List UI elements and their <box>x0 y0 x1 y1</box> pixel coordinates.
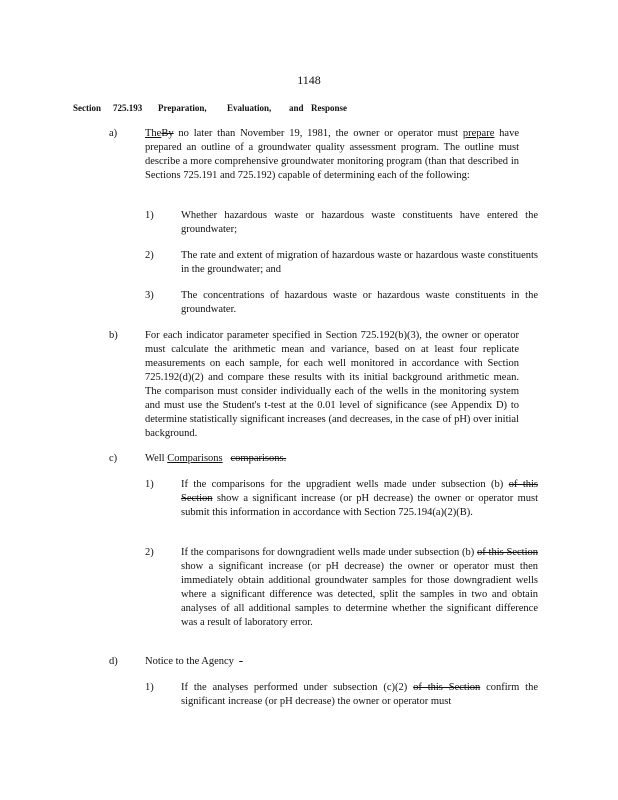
paragraph-text: The concentrations of hazardous waste or hazardous waste constituents in the groundwater. <box>181 290 538 315</box>
heading-title-word: Evaluation, <box>227 102 272 114</box>
body-text: If the comparisons for downgradient wells made under subsection (b) <box>181 547 478 558</box>
body-text: show a significant increase (or pH decrease) the owner or operator must then immediately obtain additional groundwater samples for those downgradient wells where a significant difference was detected, split the samples in two and obtain analyses of all additional samples to determine whether the significant difference was a result of laboratory error. <box>181 561 538 628</box>
body-text: Notice to the Agency <box>145 656 234 667</box>
subsection-label: c) <box>109 453 118 464</box>
heading-title-word: Preparation, <box>158 102 207 114</box>
subsection-text: For each indicator parameter specified in Section 725.192(b)(3), the owner or operator must calculate the arithmetic mean and variance, based on at least four replicate measurements on each sample, for each well monitored in accordance with Section 725.192(d)(2) and compare these results with its initial background arithmetic mean. The comparison must consider individually each of the wells in the monitoring system and must use the Student's t-test at the 0.01 level of significance (see Appendix D) to determine statistically significant increases (and decreases, in the case of pH) over initial background. <box>145 330 519 439</box>
heading-section-number: 725.193 <box>113 102 143 114</box>
inserted-text: prepare <box>462 128 495 139</box>
body-text: Well <box>145 453 168 464</box>
heading-title-word: and <box>289 102 304 114</box>
deleted-text: By <box>161 128 174 139</box>
body-text: If the analyses performed under subsection (c)(2) <box>181 682 414 693</box>
subsection-label: d) <box>109 656 118 667</box>
deleted-text: of this Section <box>477 547 538 558</box>
paragraph-label: 1) <box>145 210 154 221</box>
subsection-label: a) <box>109 128 118 139</box>
paragraph-text <box>181 546 538 630</box>
paragraph-label: 2) <box>145 547 154 558</box>
subsection-text <box>145 127 519 183</box>
inserted-text: The <box>145 128 162 139</box>
body-text: show a significant increase (or pH decrease) the owner or operator must submit this information in accordance with Section 725.194(a)(2)(B). <box>181 493 538 518</box>
heading-section-label: Section <box>73 102 101 114</box>
body-text: confirm the significant increase (or pH decrease) the owner or operator must <box>181 682 538 707</box>
paragraph-label: 1) <box>145 479 154 490</box>
deleted-text: comparisons. <box>230 453 287 464</box>
paragraph-label: 1) <box>145 682 154 693</box>
subsection-text <box>145 655 519 669</box>
heading-title-word: Response <box>311 102 348 114</box>
paragraph-text <box>181 478 538 520</box>
paragraph-text: The rate and extent of migration of hazardous waste or hazardous waste constituents in the groundwater; and <box>181 250 538 275</box>
paragraph-label: 2) <box>145 250 154 261</box>
subsection-text <box>145 452 519 466</box>
paragraph-text: Whether hazardous waste or hazardous waste constituents have entered the groundwater; <box>181 210 538 235</box>
body-text: no later than November 19, 1981, the owner or operator must <box>173 128 463 139</box>
subsection-label: b) <box>109 330 118 341</box>
page-number: 1148 <box>297 73 321 87</box>
deleted-text: of this Section <box>413 682 481 693</box>
body-text: have prepared an outline of a groundwater quality assessment program. The outline must describe a more comprehensive groundwater monitoring program (than that described in Sections 725.191 and 725.192) capable of determining each of the following: <box>145 128 519 181</box>
inserted-text: Comparisons <box>167 453 223 464</box>
deleted-text: of this Section <box>181 479 539 504</box>
body-text: If the comparisons for the upgradient wells made under subsection (b) <box>181 479 509 490</box>
deleted-text: - <box>239 656 243 667</box>
paragraph-text <box>181 681 538 709</box>
paragraph-label: 3) <box>145 290 154 301</box>
